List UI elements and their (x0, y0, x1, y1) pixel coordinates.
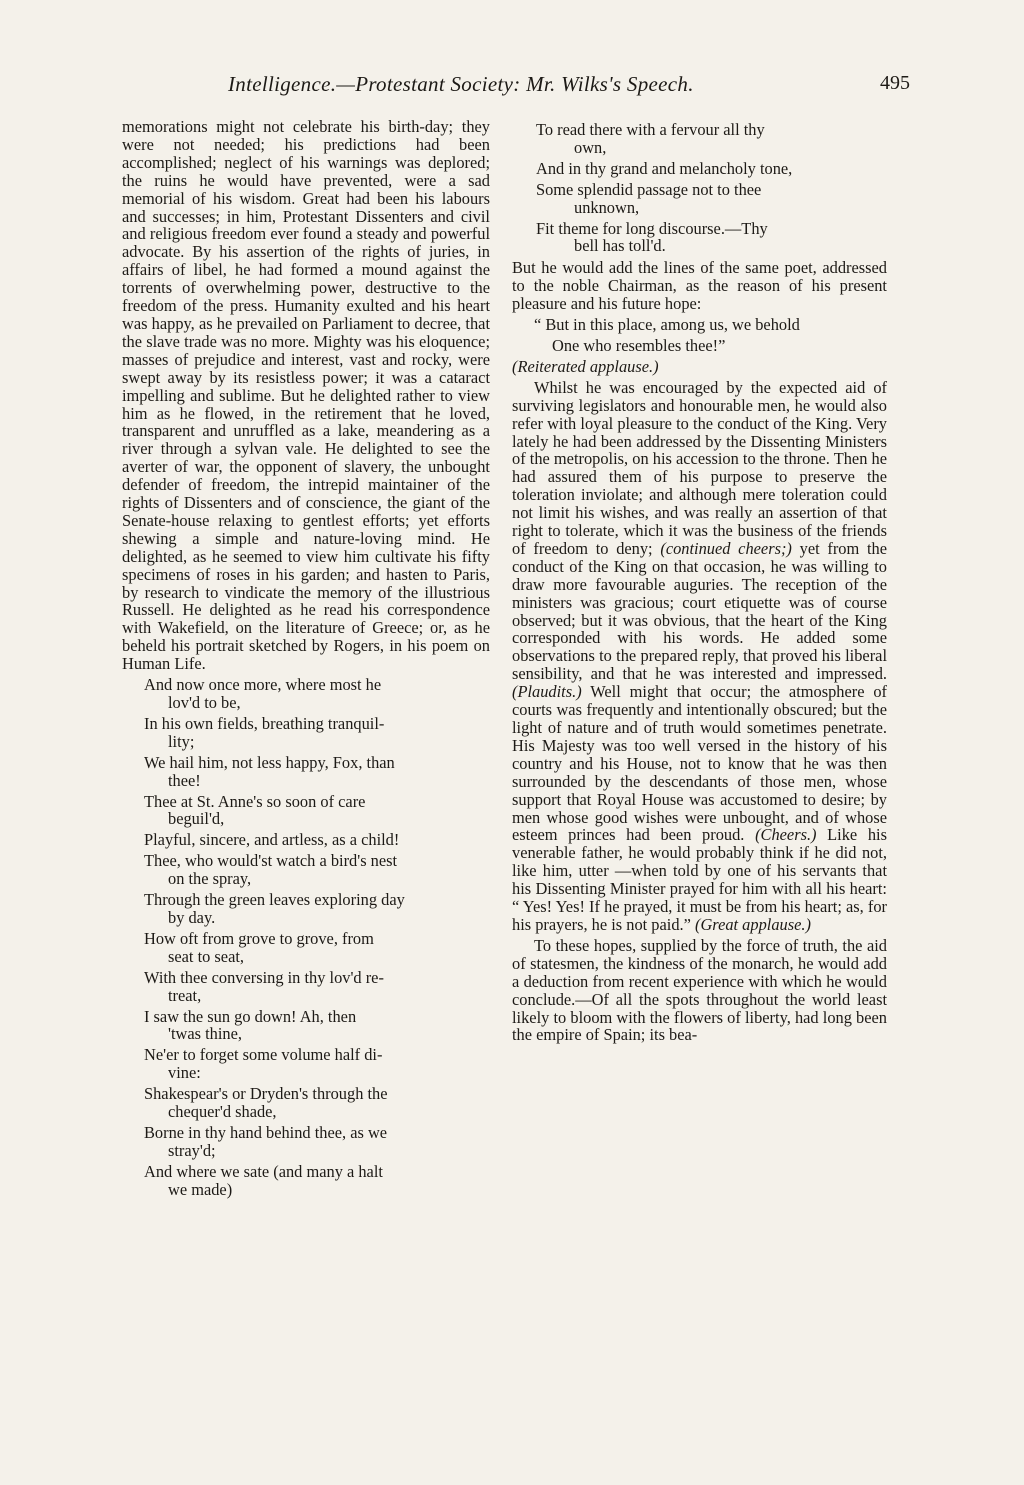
running-title: Intelligence.—Protestant Society: Mr. Wilks's Speech. (228, 72, 694, 96)
verse-line (512, 181, 887, 217)
verse-line (122, 793, 490, 829)
verse-line-text: And in thy grand and melancholy tone, (536, 158, 793, 178)
verse-line (122, 1124, 490, 1160)
verse-line-text: Borne in thy hand behind thee, as we (144, 1122, 388, 1142)
left-column (122, 118, 490, 1203)
applause-note: (Great applause.) (695, 914, 811, 934)
verse-line-continuation: we made) (168, 1179, 233, 1199)
running-head (120, 72, 910, 102)
right-column (512, 118, 887, 1044)
body-paragraph: To these hopes, supplied by the force of truth, the aid of statesmen, the kindness of the monarch, he would add a deduction from recent experience with which he would conclude.—Of all the spots throughout the world least likely to bloom with the flowers of liberty, had long been the empire of Spain; its bea- (512, 935, 887, 1045)
verse-line-text: Fit theme for long discourse.—Thy (536, 218, 768, 238)
verse-line (122, 1085, 490, 1121)
verse-line-text: Ne'er to forget some volume half di- (144, 1045, 383, 1065)
verse-line-continuation: bell has toll'd. (574, 236, 666, 256)
plaudits-note: (Plaudits.) (512, 682, 582, 702)
verse-line-continuation: stray'd; (168, 1140, 216, 1160)
verse-line (122, 1046, 490, 1082)
verse-line-continuation: chequer'd shade, (168, 1102, 277, 1122)
verse-line (512, 160, 887, 178)
verse-line-text: Playful, sincere, and artless, as a child! (144, 830, 400, 850)
verse-block (122, 676, 490, 1198)
verse-line-text: To read there with a fervour all thy (536, 120, 765, 139)
cheers-note: (continued cheers;) (660, 538, 792, 558)
quotation-line: “ But in this place, among us, we behold (534, 315, 800, 335)
cheers-note: (Cheers.) (755, 825, 817, 845)
verse-line-text: Thee, who would'st watch a bird's nest (144, 851, 398, 871)
verse-line-text: In his own fields, breathing tranquil- (144, 713, 385, 733)
quotation-line: One who resembles thee!” (552, 335, 726, 355)
verse-line (122, 852, 490, 888)
verse-line-continuation: seat to seat, (168, 946, 245, 966)
verse-line-continuation: own, (574, 137, 607, 157)
paragraph-text: yet from the conduct of the King on that occasion, he was willing to draw more favourable auguries. The reception of the ministers was gracious; court etiquette was of course observed; but it was obvious, that the heart of the King corresponded with his words. He added some observations to the prepared reply, that proved his liberal sensibility, and that he was interested and impressed. (512, 538, 887, 684)
paragraph-text: Well might that occur; the atmosphere of courts was frequently and intentionally obscured; but the light of nature and of truth would sometimes penetrate. His Majesty was too well versed in the history of his country and his House, not to know that he was then surrounded by the descendants of those men, whose support that Royal House was accustomed to desire; by men whose good wishes were unbought, and of whose esteem princes had been proud. (512, 682, 887, 845)
verse-line-text: Thee at St. Anne's so soon of care (144, 791, 366, 811)
verse-line (122, 969, 490, 1005)
verse-line (122, 715, 490, 751)
verse-line-text: Some splendid passage not to thee (536, 179, 762, 199)
verse-line-text: With thee conversing in thy lov'd re- (144, 967, 384, 987)
page-number: 495 (880, 72, 910, 94)
verse-line (122, 930, 490, 966)
verse-line-text: And now once more, where most he (144, 675, 382, 695)
verse-line-text: We hail him, not less happy, Fox, than (144, 752, 395, 772)
verse-line-text: How oft from grove to grove, from (144, 928, 374, 948)
verse-line-continuation: by day. (168, 907, 216, 927)
verse-line-text: And where we sate (and many a halt (144, 1161, 383, 1181)
verse-line (122, 676, 490, 712)
verse-line-continuation: vine: (168, 1063, 201, 1083)
body-paragraph: But he would add the lines of the same poet, addressed to the noble Chairman, as the reason of his present pleasure and his future hope: (512, 258, 887, 314)
applause-note: (Reiterated applause.) (512, 356, 659, 376)
verse-line (122, 831, 490, 849)
paragraph-text: Whilst he was encouraged by the expected aid of surviving legislators and honourable men, he would also refer with loyal pleasure to the conduct of the King. Very lately he had been addressed by the Dissenting Ministers of the metropolis, on his accession to the throne. Then he had assured them of his purpose to preserve the toleration inviolate; and although mere toleration could not limit his wishes, and was really an assertion of that right to tolerate, which it was the business of the friends of freedom to deny; (512, 377, 887, 558)
verse-line (122, 754, 490, 790)
verse-block (512, 121, 887, 255)
verse-line-continuation: 'twas thine, (168, 1024, 242, 1044)
verse-line-text: Shakespear's or Dryden's through the (144, 1084, 388, 1104)
verse-line (122, 1008, 490, 1044)
verse-line (512, 121, 887, 157)
verse-line-continuation: treat, (168, 985, 202, 1005)
verse-line-continuation: on the spray, (168, 869, 252, 889)
verse-line-text: I saw the sun go down! Ah, then (144, 1006, 357, 1026)
verse-line (512, 220, 887, 256)
body-paragraph (512, 379, 887, 934)
paragraph-text: Like his venerable father, he would probably think if he did not, like him, utter —when told by one of his servants that his Dissenting Minister prayed for him with all his heart: “ Yes! Yes! If he prayed, it must be from his heart; as, for his prayers, he is not paid.” (512, 825, 887, 934)
verse-line (122, 1163, 490, 1199)
body-paragraph: memorations might not celebrate his birth-day; they were not needed; his predictions had been accomplished; neglect of his warnings was deplored; the ruins he would have prevented, were a sad memorial of his wisdom. Great had been his labours and successes; in him, Protestant Dissenters and civil and religious freedom ever found a steady and powerful advocate. By his assertion of the rights of juries, in affairs of libel, he had formed a mound against the torrents of overwhelming power, destructive to the freedom of the press. Humanity exulted and his heart was happy, as he prevailed on Parliament to decree, that the slave trade was no more. Mighty was his eloquence; masses of prejudice and interest, vast and rocky, were swept away by its resistless power; it was a cataract impelling and sublime. But he delighted rather to view him as he flowed, in the retirement that he loved, transparent and unruffled as a lake, meandering as a river through a sylvan vale. He delighted to see the averter of war, the opponent of slavery, the unbought defender of freedom, the intrepid maintainer of the rights of Dissenters and of conscience, the giant of the Senate-house relaxing to gentlest efforts; yet efforts shewing a simple and nature-loving mind. He delighted, as he seemed to view him cultivate his fifty specimens of roses in his garden; and hasten to Paris, by research to vindicate the memory of the illustrious Russell. He delighted as he read his correspondence with Wakefield, on the literature of Greece; or, as he beheld his portrait sketched by Rogers, in his poem on Human Life. (122, 117, 490, 674)
verse-line-continuation: unknown, (574, 197, 640, 217)
verse-line-continuation: lov'd to be, (168, 693, 241, 712)
verse-line-text: Through the green leaves exploring day (144, 890, 405, 910)
verse-line-continuation: beguil'd, (168, 809, 225, 829)
verse-line (122, 891, 490, 927)
verse-line-continuation: lity; (168, 731, 195, 751)
verse-line-continuation: thee! (168, 770, 201, 790)
